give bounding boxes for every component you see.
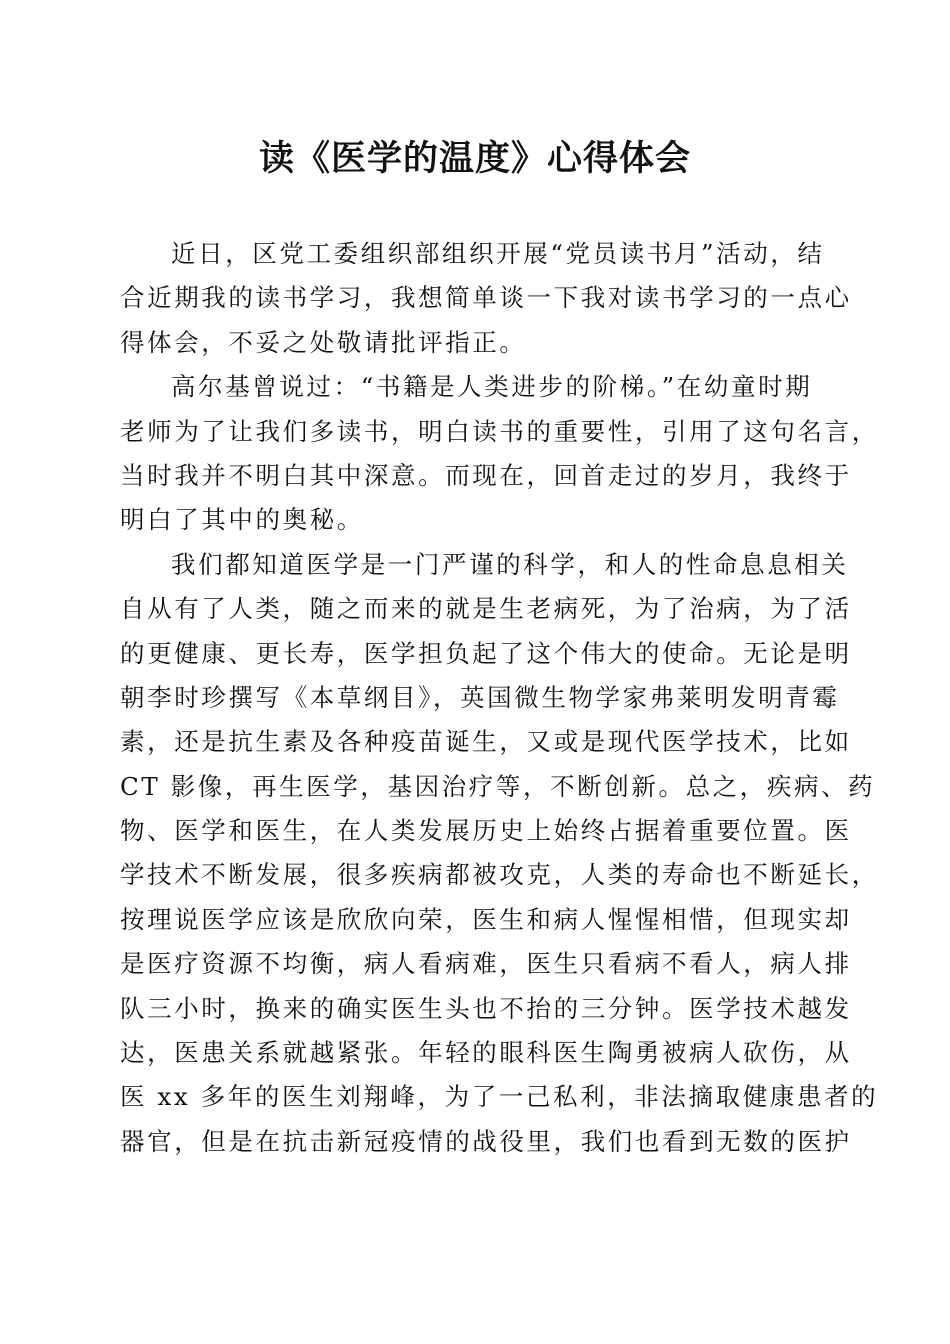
text-line: 明白了其中的奥秘。 — [120, 505, 364, 535]
text-line: 素，还是抗生素及各种疫苗诞生，又或是现代医学技术，比如 — [120, 727, 852, 757]
text-line: 我们都知道医学是一门严谨的科学，和人的性命息息相关 — [171, 549, 849, 579]
text-line: 达，医患关系就越紧张。年轻的眼科医生陶勇被病人砍伤，从 — [120, 1038, 852, 1068]
document-title: 读《医学的温度》心得体会 — [258, 138, 691, 179]
text-line: 物、医学和医生，在人类发展历史上始终占据着重要位置。医 — [120, 816, 852, 846]
text-line: 学技术不断发展，很多疾病都被攻克，人类的寿命也不断延长， — [120, 860, 879, 890]
text-line: 近日，区党工委组织部组织开展“党员读书月”活动，结 — [171, 239, 825, 268]
text-line: 医 xx 多年的医生刘翔峰，为了一己私利，非法摘取健康患者的 — [120, 1082, 879, 1112]
text-line: 器官，但是在抗击新冠疫情的战役里，我们也看到无数的医护 — [120, 1126, 852, 1156]
text-line: 高尔基曾说过：“书籍是人类进步的阶梯。”在幼童时期 — [171, 372, 813, 402]
paragraph-2 — [120, 365, 879, 543]
paragraph-1 — [120, 232, 852, 365]
document-body — [120, 232, 879, 1164]
text-line: 按理说医学应该是欣欣向荣，医生和病人惺惺相惜，但现实却 — [120, 904, 852, 934]
text-line: 老师为了让我们多读书，明白读书的重要性，引用了这句名言， — [120, 416, 879, 446]
text-line: 朝李时珍撰写《本草纲目》，英国微生物学家弗莱明发明青霉 — [120, 682, 840, 712]
text-line: 的更健康、更长寿，医学担负起了这个伟大的使命。无论是明 — [120, 638, 852, 668]
text-line: 自从有了人类，随之而来的就是生老病死，为了治病，为了活 — [120, 594, 852, 624]
paragraph-3 — [120, 543, 879, 1164]
text-line: 是医疗资源不均衡，病人看病难，医生只看病不看人，病人排 — [120, 949, 852, 979]
text-line: 合近期我的读书学习，我想简单谈一下我对读书学习的一点心 — [120, 283, 852, 313]
text-line: CT 影像，再生医学，基因治疗等，不断创新。总之，疾病、药 — [120, 771, 876, 801]
text-line: 得体会，不妥之处敬请批评指正。 — [120, 327, 527, 357]
text-line: 当时我并不明白其中深意。而现在，回首走过的岁月，我终于 — [120, 460, 852, 490]
text-line: 队三小时，换来的确实医生头也不抬的三分钟。医学技术越发 — [120, 993, 852, 1023]
